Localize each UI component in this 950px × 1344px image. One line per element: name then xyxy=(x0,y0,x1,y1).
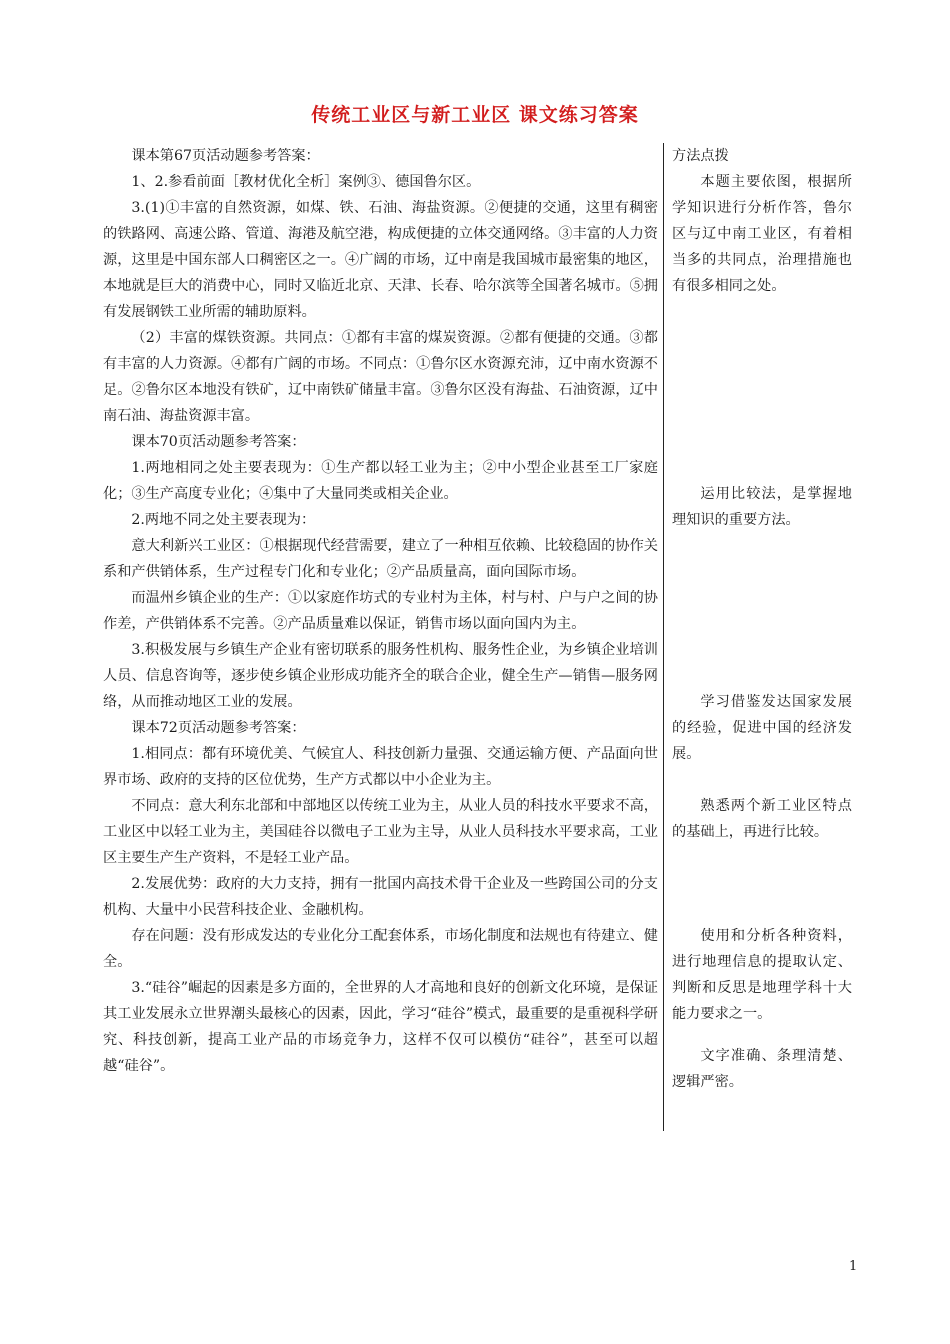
side-note-block xyxy=(672,1043,852,1095)
answer-paragraph: （2）丰富的煤铁资源。共同点：①都有丰富的煤炭资源。②都有便捷的交通。③都有丰富的人力资源。④都有广阔的市场。不同点：①鲁尔区水资源充沛，辽中南水资源不足。②鲁尔区本地没有铁矿，辽中南铁矿储量丰富。③鲁尔区没有海盐、石油资源，辽中南石油、海盐资源丰富。 xyxy=(103,330,658,424)
side-header-block xyxy=(672,143,852,299)
answer-paragraph: 1、2.参看前面［教材优化全析］案例③、德国鲁尔区。 xyxy=(131,174,481,190)
side-note: 学习借鉴发达国家发展的经验，促进中国的经济发展。 xyxy=(672,694,852,762)
side-note: 熟悉两个新工业区特点的基础上，再进行比较。 xyxy=(672,798,852,840)
answer-paragraph: 2.发展优势：政府的大力支持，拥有一批国内高技术骨干企业及一些跨国公司的分支机构、大量中小民营科技企业、金融机构。 xyxy=(103,876,658,918)
answer-paragraph: 3.(1)①丰富的自然资源，如煤、铁、石油、海盐资源。②便捷的交通，这里有稠密的铁路网、高速公路、管道、海港及航空港，构成便捷的立体交通网络。③丰富的人力资源，这里是中国东部人口稠密区之一。④广阔的市场，辽中南是我国城市最密集的地区，本地就是巨大的消费中心，同时又临近北京、天津、长春、哈尔滨等全国著名城市。⑤拥有发展钢铁工业所需的辅助原料。 xyxy=(103,200,658,320)
side-note-block xyxy=(672,481,852,533)
answer-paragraph: 3.“硅谷”崛起的因素是多方面的，全世界的人才高地和良好的创新文化环境，是保证其工业发展永立世界潮头最核心的因素，因此，学习“硅谷”模式，最重要的是重视科学研究、科技创新，提高工业产品的市场竞争力，这样不仅可以模仿“硅谷”，甚至可以超越“硅谷”。 xyxy=(103,980,658,1074)
answer-paragraph: 不同点：意大利东北部和中部地区以传统工业为主，从业人员的科技水平要求不高，工业区中以轻工业为主，美国硅谷以微电子工业为主导，从业人员科技水平要求高，工业区主要生产生产资料，不是轻工业产品。 xyxy=(103,798,658,866)
answer-paragraph: 2.两地不同之处主要表现为： xyxy=(131,512,316,528)
column-divider xyxy=(663,143,664,1131)
side-note: 本题主要依图，根据所学知识进行分析作答，鲁尔区与辽中南工业区，有着相当多的共同点，治理措施也有很多相同之处。 xyxy=(672,174,852,294)
answer-paragraph: 1.两地相同之处主要表现为：①生产都以轻工业为主；②中小型企业甚至工厂家庭化；③生产高度专业化；④集中了大量同类或相关企业。 xyxy=(103,460,658,502)
side-note-block xyxy=(672,689,852,767)
answer-paragraph: 3.积极发展与乡镇生产企业有密切联系的服务性机构、服务性企业，为乡镇企业培训人员、信息咨询等，逐步使乡镇企业形成功能齐全的联合企业，健全生产—销售—服务网络，从而推动地区工业的发展。 xyxy=(103,642,658,710)
answer-paragraph: 意大利新兴工业区：①根据现代经营需要，建立了一种相互依赖、比较稳固的协作关系和产供销体系，生产过程专门化和专业化；②产品质量高，面向国际市场。 xyxy=(103,538,658,580)
side-note: 使用和分析各种资料，进行地理信息的提取认定、判断和反思是地理学科十大能力要求之一。 xyxy=(672,928,852,1022)
side-header: 方法点拨 xyxy=(672,148,729,164)
side-note: 运用比较法，是掌握地理知识的重要方法。 xyxy=(672,486,852,528)
side-note-block xyxy=(672,793,852,845)
side-note: 文字准确、条理清楚、逻辑严密。 xyxy=(672,1048,852,1090)
section-heading-p72: 课本72页活动题参考答案： xyxy=(131,720,306,736)
page-number: 1 xyxy=(849,1259,858,1274)
section-heading-p67: 课本第67页活动题参考答案： xyxy=(131,148,320,164)
answer-paragraph: 1.相同点：都有环境优美、气候宜人、科技创新力量强、交通运输方便、产品面向世界市场、政府的支持的区位优势，生产方式都以中小企业为主。 xyxy=(103,746,658,788)
answer-paragraph: 而温州乡镇企业的生产：①以家庭作坊式的专业村为主体，村与村、户与户之间的协作差，产供销体系不完善。②产品质量难以保证，销售市场以面向国内为主。 xyxy=(103,590,658,632)
section-heading-p70: 课本70页活动题参考答案： xyxy=(131,434,306,450)
answer-paragraph: 存在问题：没有形成发达的专业化分工配套体系，市场化制度和法规也有待建立、健全。 xyxy=(103,928,658,970)
side-note-block xyxy=(672,923,852,1027)
answer-column xyxy=(103,143,658,1079)
document-title: 传统工业区与新工业区 课文练习答案 xyxy=(311,104,639,126)
